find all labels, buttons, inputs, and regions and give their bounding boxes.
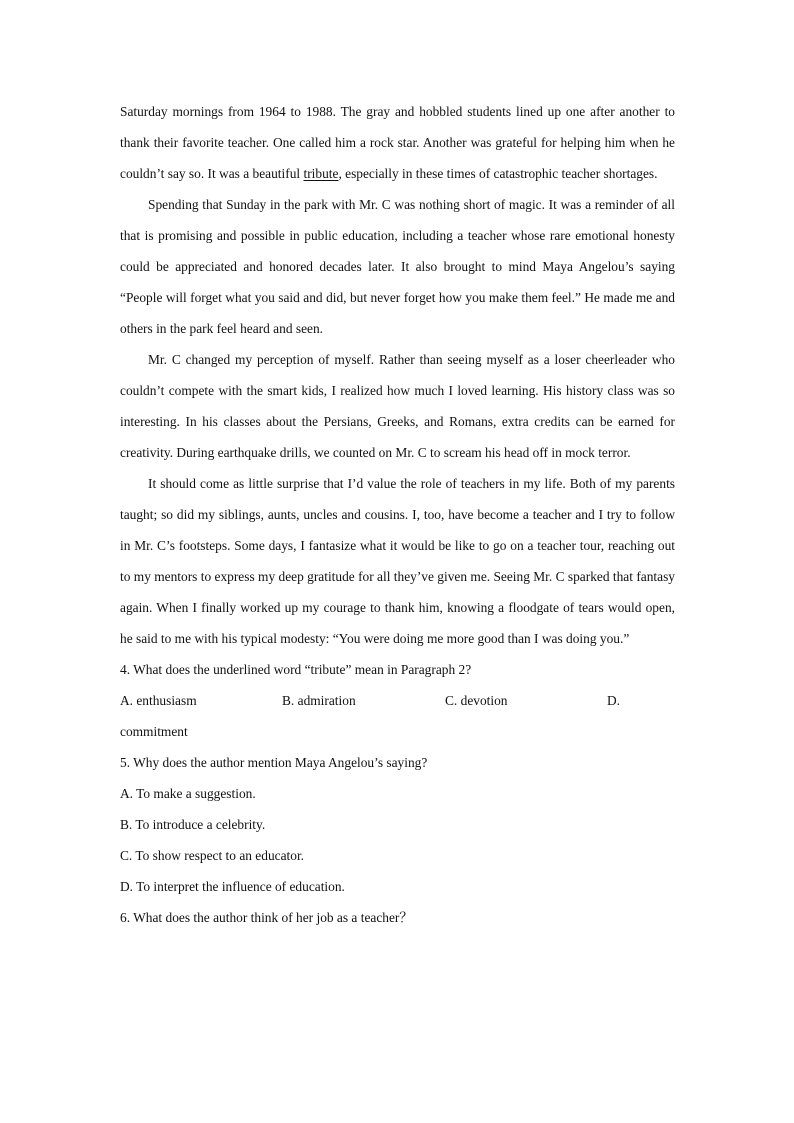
underlined-word-tribute: tribute bbox=[303, 166, 339, 181]
question-4-option-d-text: commitment bbox=[120, 724, 188, 739]
paragraph-1-text-before: Saturday mornings from 1964 to 1988. The gray and hobbled students lined up one after another to thank their favorite teacher. One called him a rock star. Another was grateful for helping him when he couldn’t say so. It was a beautiful bbox=[120, 104, 675, 181]
question-4-option-b: B. admiration bbox=[282, 693, 356, 708]
question-4-option-c: C. devotion bbox=[445, 693, 508, 708]
paragraph-4: It should come as little surprise that I’d value the role of teachers in my life. Both of my parents taught; so did my siblings, aunts, uncles and cousins. I, too, have become a teacher and I try to follow in Mr. C’s footsteps. Some days, I fantasize what it would be like to go on a teacher tour, reaching out to my mentors to express my deep gratitude for all they’ve given me. Seeing Mr. C sparked that fantasy again. When I finally worked up my courage to thank him, knowing a floodgate of tears would open, he said to me with his typical modesty: “You were doing me more good than I was doing you.” bbox=[120, 476, 675, 646]
question-4-option-d-letter: D. bbox=[607, 693, 621, 708]
question-5-option-a: A. To make a suggestion. bbox=[120, 786, 256, 801]
paragraph-1 bbox=[120, 96, 675, 189]
question-4-options bbox=[120, 685, 675, 716]
question-4-option-a: A. enthusiasm bbox=[120, 693, 197, 708]
question-4-stem: 4. What does the underlined word “tribute” mean in Paragraph 2? bbox=[120, 662, 472, 677]
question-5-option-b: B. To introduce a celebrity. bbox=[120, 817, 266, 832]
question-5-stem: 5. Why does the author mention Maya Angelou’s saying? bbox=[120, 755, 428, 770]
question-5-option-c: C. To show respect to an educator. bbox=[120, 848, 305, 863]
question-5-option-d: D. To interpret the influence of education. bbox=[120, 879, 345, 894]
document-page bbox=[120, 96, 675, 933]
question-6-stem: 6. What does the author think of her job as a teacher？ bbox=[120, 910, 413, 925]
paragraph-1-text-after: , especially in these times of catastrophic teacher shortages. bbox=[338, 166, 658, 181]
paragraph-3: Mr. C changed my perception of myself. Rather than seeing myself as a loser cheerleader who couldn’t compete with the smart kids, I realized how much I loved learning. His history class was so interesting. In his classes about the Persians, Greeks, and Romans, extra credits can be earned for creativity. During earthquake drills, we counted on Mr. C to scream his head off in mock terror. bbox=[120, 352, 675, 460]
paragraph-2: Spending that Sunday in the park with Mr. C was nothing short of magic. It was a reminder of all that is promising and possible in public education, including a teacher whose rare emotional honesty could be appreciated and honored decades later. It also brought to mind Maya Angelou’s saying “People will forget what you said and did, but never forget how you make them feel.” He made me and others in the park feel heard and seen. bbox=[120, 197, 675, 336]
